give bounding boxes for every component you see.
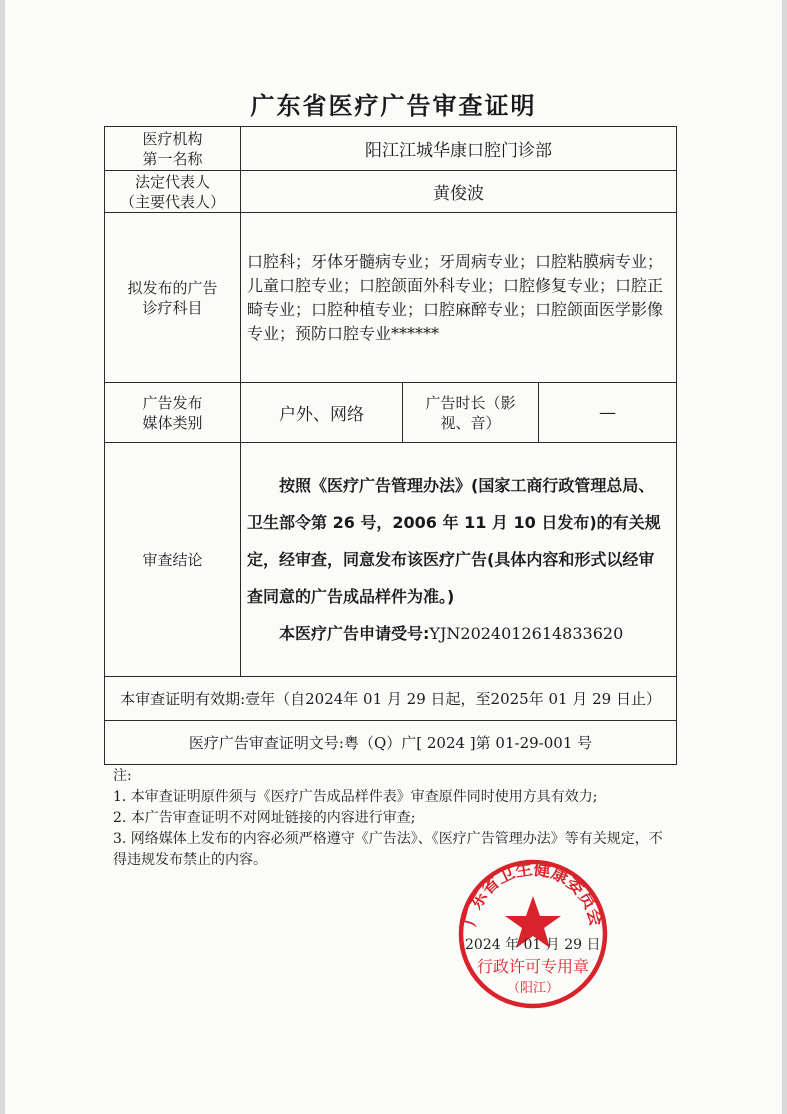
media-value: 户外、网络 [241,383,403,443]
legal-rep-label: 法定代表人 （主要代表人） [105,171,241,213]
document-number: 医疗广告审查证明文号:粤（Q）广[ 2024 ]第 01-29-001 号 [105,721,677,765]
conclusion-text: 按照《医疗广告管理办法》(国家工商行政管理总局、卫生部令第 26 号，2006 年 11 月 10 日发布)的有关规定，经审查，同意发布该医疗广告(具体内容和形式以经审查同意的广告成品样件为准。) [247,476,661,606]
row-doc-number [105,721,677,765]
certificate-page [5,0,782,1114]
row-validity [105,677,677,721]
note-item: 2. 本广告审查证明不对网址链接的内容进行审查; [113,810,416,826]
subjects-label: 拟发布的广告 诊疗科目 [105,213,241,383]
notes-heading: 注: [113,768,132,784]
validity-text: 本审查证明有效期:壹年（自2024年 01 月 29 日起，至2025年 01 月 29 日止） [105,677,677,721]
row-media [105,383,677,443]
issue-date: 2024 年 01 月 29 日 [465,937,601,953]
legal-rep-value: 黄俊波 [241,171,677,213]
certificate-table [104,126,677,765]
application-label: 本医疗广告申请受号: [279,624,430,643]
institution-label: 医疗机构 第一名称 [105,127,241,171]
conclusion-body [241,443,677,677]
note-item: 3. 网络媒体上发布的内容必须严格遵守《广告法》、《医疗广告管理办法》等有关规定，不得违规发布禁止的内容。 [113,831,663,868]
duration-label: 广告时长（影 视、音） [403,383,539,443]
row-legal-rep [105,171,677,213]
row-conclusion [105,443,677,677]
seal-sub-text: （阳江） [506,981,560,996]
document-title: 广东省医疗广告审查证明 [250,92,537,120]
subjects-value: 口腔科；牙体牙髓病专业；牙周病专业；口腔粘膜病专业；儿童口腔专业；口腔颌面外科专业；口腔修复专业；口腔正畸专业；口腔种植专业；口腔麻醉专业；口腔颌面医学影像专业；预防口腔专业****** [241,213,677,383]
institution-value: 阳江江城华康口腔门诊部 [241,127,677,171]
conclusion-label: 审查结论 [105,443,241,677]
row-institution [105,127,677,171]
seal-center-text: 行政许可专用章 [476,957,590,976]
application-number: YJN20240126148336​20 [429,624,624,643]
seal-ring-text: 广东省卫生健康委员会 [460,859,606,929]
media-label: 广告发布 媒体类别 [105,383,241,443]
duration-value: — [539,383,677,443]
application-number-line [247,615,670,652]
row-subjects [105,213,677,383]
note-item: 1. 本审查证明原件须与《医疗广告成品样件表》审查原件同时使用方具有效力; [113,789,598,805]
notes-section [113,766,673,871]
